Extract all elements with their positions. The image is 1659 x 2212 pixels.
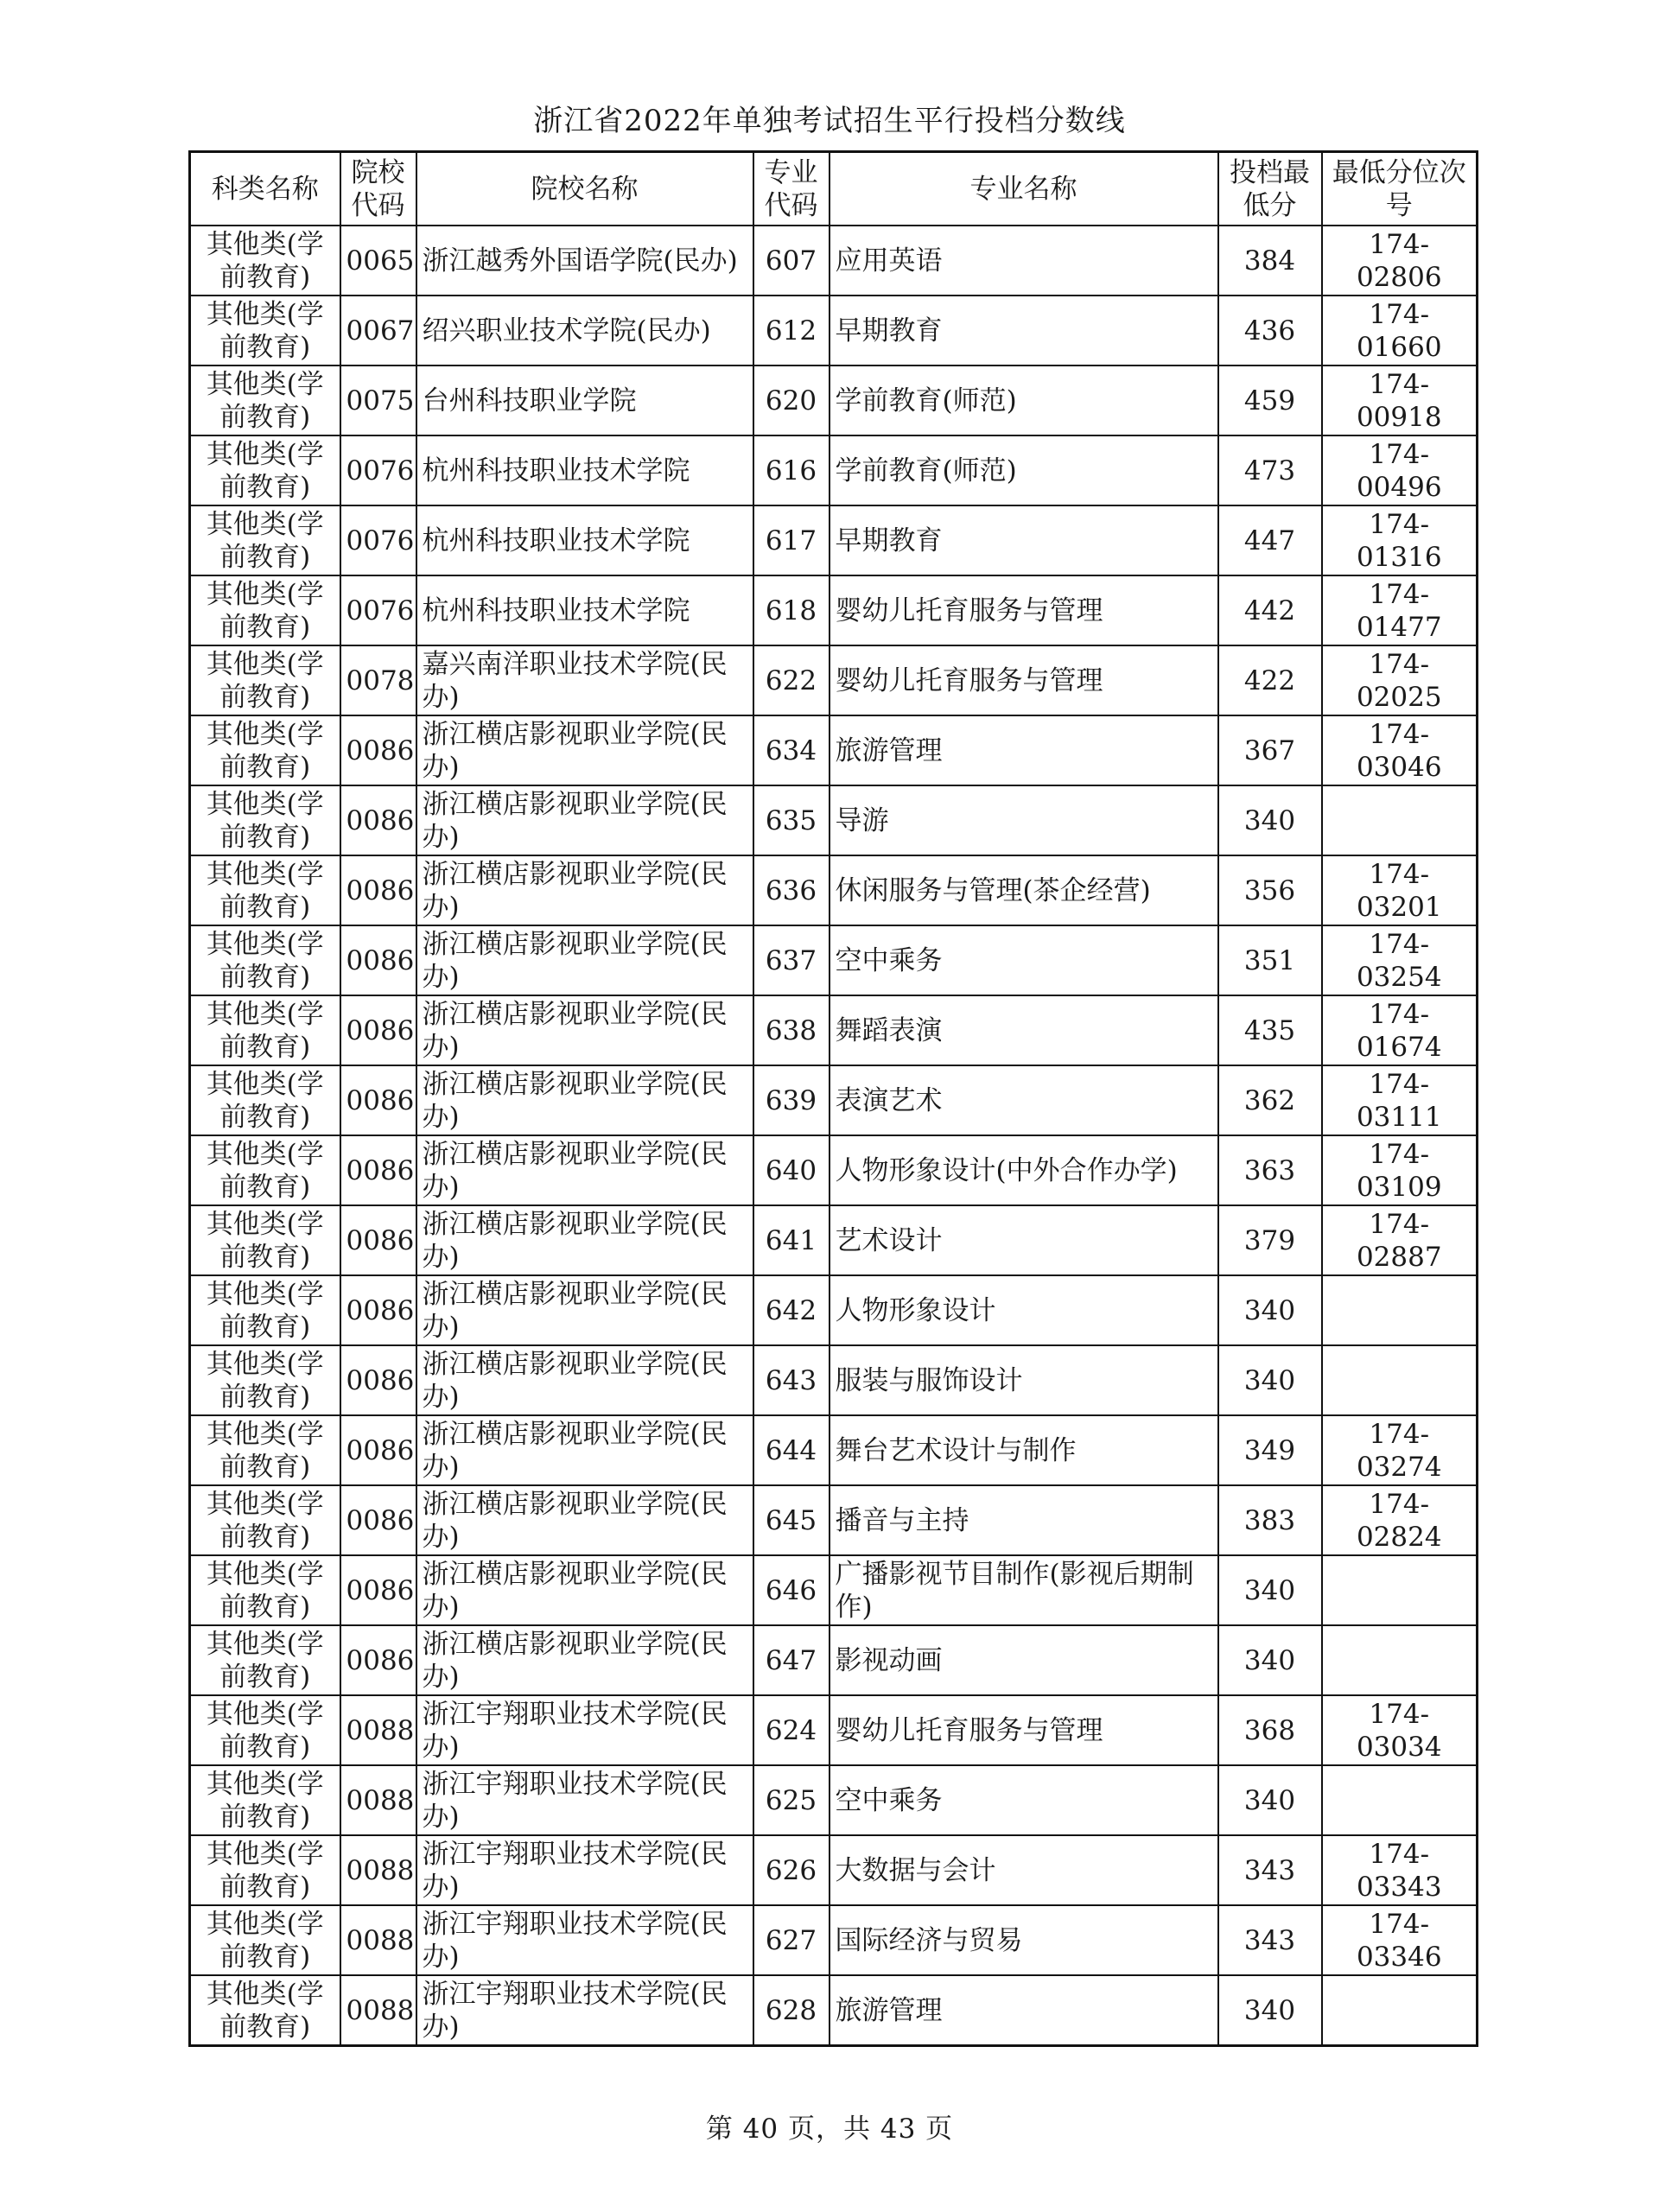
cell-major-name: 播音与主持 [830, 1485, 1218, 1555]
cell-school-name: 浙江宇翔职业技术学院(民办) [416, 1905, 753, 1975]
cell-school-code: 0086 [340, 1345, 416, 1415]
cell-school-name: 浙江横店影视职业学院(民办) [416, 1345, 753, 1415]
table-row [190, 575, 1478, 645]
cell-school-code: 0076 [340, 575, 416, 645]
col-header-school-name: 院校名称 [416, 152, 753, 226]
cell-major-code: 641 [753, 1205, 830, 1275]
cell-major-name: 表演艺术 [830, 1065, 1218, 1135]
cell-category: 其他类(学前教育) [190, 785, 340, 855]
cell-category: 其他类(学前教育) [190, 1835, 340, 1905]
cell-major-name: 服装与服饰设计 [830, 1345, 1218, 1415]
cell-min-score: 340 [1218, 1625, 1322, 1695]
cell-rank: 174-03274 [1322, 1415, 1478, 1485]
cell-school-name: 嘉兴南洋职业技术学院(民办) [416, 645, 753, 715]
table-row [190, 995, 1478, 1065]
cell-school-code: 0086 [340, 1415, 416, 1485]
cell-major-code: 639 [753, 1065, 830, 1135]
cell-category: 其他类(学前教育) [190, 505, 340, 575]
cell-school-name: 浙江宇翔职业技术学院(民办) [416, 1695, 753, 1765]
cell-school-code: 0078 [340, 645, 416, 715]
cell-major-name: 早期教育 [830, 296, 1218, 365]
table-row [190, 645, 1478, 715]
cell-school-name: 浙江横店影视职业学院(民办) [416, 1205, 753, 1275]
cell-min-score: 379 [1218, 1205, 1322, 1275]
cell-school-name: 杭州科技职业技术学院 [416, 575, 753, 645]
cell-major-code: 646 [753, 1555, 830, 1625]
cell-rank: 174-01660 [1322, 296, 1478, 365]
cell-school-code: 0088 [340, 1975, 416, 2046]
cell-min-score: 367 [1218, 715, 1322, 785]
table-row [190, 1905, 1478, 1975]
cell-major-name: 学前教育(师范) [830, 365, 1218, 435]
cell-major-name: 旅游管理 [830, 1975, 1218, 2046]
cell-school-name: 浙江横店影视职业学院(民办) [416, 1135, 753, 1205]
cell-major-code: 634 [753, 715, 830, 785]
cell-min-score: 340 [1218, 1975, 1322, 2046]
cell-school-code: 0086 [340, 715, 416, 785]
cell-category: 其他类(学前教育) [190, 925, 340, 995]
cell-school-name: 浙江宇翔职业技术学院(民办) [416, 1765, 753, 1835]
table-row [190, 1485, 1478, 1555]
cell-major-code: 617 [753, 505, 830, 575]
cell-major-code: 612 [753, 296, 830, 365]
cell-min-score: 340 [1218, 1275, 1322, 1345]
cell-school-name: 杭州科技职业技术学院 [416, 435, 753, 505]
cell-category: 其他类(学前教育) [190, 645, 340, 715]
cell-major-name: 婴幼儿托育服务与管理 [830, 645, 1218, 715]
cell-school-code: 0088 [340, 1835, 416, 1905]
cell-rank: 174-02887 [1322, 1205, 1478, 1275]
cell-min-score: 351 [1218, 925, 1322, 995]
table-row [190, 785, 1478, 855]
cell-school-code: 0088 [340, 1765, 416, 1835]
cell-min-score: 340 [1218, 1555, 1322, 1625]
cell-school-code: 0086 [340, 1485, 416, 1555]
cell-category: 其他类(学前教育) [190, 1555, 340, 1625]
cell-major-code: 637 [753, 925, 830, 995]
cell-major-name: 学前教育(师范) [830, 435, 1218, 505]
cell-min-score: 383 [1218, 1485, 1322, 1555]
cell-major-name: 婴幼儿托育服务与管理 [830, 575, 1218, 645]
cell-school-name: 浙江横店影视职业学院(民办) [416, 995, 753, 1065]
cell-rank: 174-01674 [1322, 995, 1478, 1065]
cell-min-score: 384 [1218, 226, 1322, 296]
cell-category: 其他类(学前教育) [190, 715, 340, 785]
table-row [190, 1275, 1478, 1345]
cell-major-code: 642 [753, 1275, 830, 1345]
cell-major-name: 空中乘务 [830, 925, 1218, 995]
cell-min-score: 422 [1218, 645, 1322, 715]
cell-category: 其他类(学前教育) [190, 1275, 340, 1345]
cell-rank: 174-03343 [1322, 1835, 1478, 1905]
page-title: 浙江省2022年单独考试招生平行投档分数线 [533, 104, 1126, 138]
col-header-major-name: 专业名称 [830, 152, 1218, 226]
col-header-category: 科类名称 [190, 152, 340, 226]
table-row [190, 435, 1478, 505]
cell-school-name: 台州科技职业学院 [416, 365, 753, 435]
cell-school-name: 浙江横店影视职业学院(民办) [416, 1555, 753, 1625]
cell-min-score: 368 [1218, 1695, 1322, 1765]
cell-major-name: 旅游管理 [830, 715, 1218, 785]
cell-category: 其他类(学前教育) [190, 296, 340, 365]
cell-rank: 174-03046 [1322, 715, 1478, 785]
cell-school-code: 0075 [340, 365, 416, 435]
cell-major-code: 645 [753, 1485, 830, 1555]
table-row [190, 1415, 1478, 1485]
cell-major-code: 638 [753, 995, 830, 1065]
cell-min-score: 340 [1218, 1345, 1322, 1415]
cell-major-name: 早期教育 [830, 505, 1218, 575]
cell-rank [1322, 1555, 1478, 1625]
cell-min-score: 349 [1218, 1415, 1322, 1485]
cell-school-name: 浙江横店影视职业学院(民办) [416, 785, 753, 855]
cell-school-name: 浙江宇翔职业技术学院(民办) [416, 1975, 753, 2046]
cell-rank [1322, 1765, 1478, 1835]
cell-school-name: 杭州科技职业技术学院 [416, 505, 753, 575]
cell-school-code: 0086 [340, 1275, 416, 1345]
cell-school-name: 浙江越秀外国语学院(民办) [416, 226, 753, 296]
table-row [190, 1555, 1478, 1625]
cell-rank: 174-01477 [1322, 575, 1478, 645]
table-row [190, 505, 1478, 575]
cell-major-code: 626 [753, 1835, 830, 1905]
cell-rank [1322, 1625, 1478, 1695]
cell-major-name: 导游 [830, 785, 1218, 855]
cell-min-score: 442 [1218, 575, 1322, 645]
cell-category: 其他类(学前教育) [190, 1415, 340, 1485]
cell-school-code: 0065 [340, 226, 416, 296]
table-row [190, 855, 1478, 925]
cell-school-code: 0088 [340, 1905, 416, 1975]
cell-category: 其他类(学前教育) [190, 1975, 340, 2046]
cell-rank: 174-00918 [1322, 365, 1478, 435]
cell-category: 其他类(学前教育) [190, 365, 340, 435]
cell-school-name: 浙江横店影视职业学院(民办) [416, 1485, 753, 1555]
cell-major-name: 国际经济与贸易 [830, 1905, 1218, 1975]
cell-major-code: 640 [753, 1135, 830, 1205]
cell-major-code: 616 [753, 435, 830, 505]
cell-min-score: 343 [1218, 1905, 1322, 1975]
cell-rank: 174-00496 [1322, 435, 1478, 505]
table-row [190, 1205, 1478, 1275]
cell-rank [1322, 1275, 1478, 1345]
cell-category: 其他类(学前教育) [190, 1625, 340, 1695]
cell-major-code: 618 [753, 575, 830, 645]
cell-min-score: 363 [1218, 1135, 1322, 1205]
cell-school-name: 浙江横店影视职业学院(民办) [416, 855, 753, 925]
cell-major-name: 空中乘务 [830, 1765, 1218, 1835]
cell-rank: 174-02824 [1322, 1485, 1478, 1555]
cell-min-score: 362 [1218, 1065, 1322, 1135]
cell-major-name: 广播影视节目制作(影视后期制作) [830, 1555, 1218, 1625]
cell-school-name: 浙江横店影视职业学院(民办) [416, 715, 753, 785]
cell-min-score: 340 [1218, 1765, 1322, 1835]
cell-rank: 174-03254 [1322, 925, 1478, 995]
cell-school-name: 浙江横店影视职业学院(民办) [416, 1275, 753, 1345]
cell-category: 其他类(学前教育) [190, 1695, 340, 1765]
cell-min-score: 356 [1218, 855, 1322, 925]
table-row [190, 1695, 1478, 1765]
cell-min-score: 340 [1218, 785, 1322, 855]
table-row [190, 1625, 1478, 1695]
cell-school-code: 0086 [340, 1205, 416, 1275]
table-row [190, 1975, 1478, 2046]
cell-school-code: 0086 [340, 1065, 416, 1135]
cell-min-score: 459 [1218, 365, 1322, 435]
table-row [190, 715, 1478, 785]
cell-school-code: 0086 [340, 785, 416, 855]
col-header-rank: 最低分位次号 [1322, 152, 1478, 226]
cell-category: 其他类(学前教育) [190, 1065, 340, 1135]
cell-major-code: 636 [753, 855, 830, 925]
cell-major-name: 影视动画 [830, 1625, 1218, 1695]
cell-category: 其他类(学前教育) [190, 995, 340, 1065]
cell-school-code: 0086 [340, 1555, 416, 1625]
cell-rank [1322, 1975, 1478, 2046]
cell-major-code: 628 [753, 1975, 830, 2046]
cell-category: 其他类(学前教育) [190, 575, 340, 645]
cell-rank [1322, 1345, 1478, 1415]
cell-school-code: 0086 [340, 995, 416, 1065]
cell-rank: 174-03346 [1322, 1905, 1478, 1975]
table-row [190, 226, 1478, 296]
cell-major-code: 607 [753, 226, 830, 296]
cell-rank: 174-02806 [1322, 226, 1478, 296]
cell-major-code: 647 [753, 1625, 830, 1695]
cell-major-code: 627 [753, 1905, 830, 1975]
col-header-school-code: 院校代码 [340, 152, 416, 226]
cell-min-score: 436 [1218, 296, 1322, 365]
cell-min-score: 473 [1218, 435, 1322, 505]
cell-school-name: 浙江横店影视职业学院(民办) [416, 925, 753, 995]
col-header-major-code: 专业代码 [753, 152, 830, 226]
cell-rank: 174-01316 [1322, 505, 1478, 575]
table-row [190, 1065, 1478, 1135]
cell-major-code: 644 [753, 1415, 830, 1485]
cell-category: 其他类(学前教育) [190, 1205, 340, 1275]
cell-major-name: 人物形象设计(中外合作办学) [830, 1135, 1218, 1205]
cell-major-name: 婴幼儿托育服务与管理 [830, 1695, 1218, 1765]
table-row [190, 365, 1478, 435]
cell-school-code: 0076 [340, 435, 416, 505]
cell-rank: 174-03109 [1322, 1135, 1478, 1205]
cell-major-name: 舞台艺术设计与制作 [830, 1415, 1218, 1485]
cell-rank: 174-02025 [1322, 645, 1478, 715]
cell-school-name: 浙江横店影视职业学院(民办) [416, 1415, 753, 1485]
cell-min-score: 447 [1218, 505, 1322, 575]
cell-major-code: 635 [753, 785, 830, 855]
cell-school-name: 绍兴职业技术学院(民办) [416, 296, 753, 365]
table-row [190, 296, 1478, 365]
page-footer: 第 40 页，共 43 页 [705, 2113, 954, 2145]
cell-school-code: 0088 [340, 1695, 416, 1765]
cell-major-code: 622 [753, 645, 830, 715]
col-header-min-score: 投档最低分 [1218, 152, 1322, 226]
cell-major-code: 643 [753, 1345, 830, 1415]
table-row [190, 1765, 1478, 1835]
cell-rank: 174-03111 [1322, 1065, 1478, 1135]
cell-category: 其他类(学前教育) [190, 1765, 340, 1835]
cell-min-score: 435 [1218, 995, 1322, 1065]
score-table [188, 150, 1478, 2047]
cell-school-code: 0086 [340, 1625, 416, 1695]
cell-major-code: 620 [753, 365, 830, 435]
table-row [190, 1135, 1478, 1205]
cell-category: 其他类(学前教育) [190, 226, 340, 296]
table-row [190, 1345, 1478, 1415]
cell-category: 其他类(学前教育) [190, 1345, 340, 1415]
cell-category: 其他类(学前教育) [190, 1135, 340, 1205]
cell-school-code: 0086 [340, 925, 416, 995]
cell-school-code: 0067 [340, 296, 416, 365]
cell-major-name: 应用英语 [830, 226, 1218, 296]
cell-rank [1322, 785, 1478, 855]
cell-school-name: 浙江宇翔职业技术学院(民办) [416, 1835, 753, 1905]
table-row [190, 1835, 1478, 1905]
cell-rank: 174-03034 [1322, 1695, 1478, 1765]
cell-min-score: 343 [1218, 1835, 1322, 1905]
cell-rank: 174-03201 [1322, 855, 1478, 925]
cell-category: 其他类(学前教育) [190, 1905, 340, 1975]
table-header-row [190, 152, 1478, 226]
cell-school-name: 浙江横店影视职业学院(民办) [416, 1625, 753, 1695]
cell-major-name: 舞蹈表演 [830, 995, 1218, 1065]
cell-major-name: 人物形象设计 [830, 1275, 1218, 1345]
cell-category: 其他类(学前教育) [190, 1485, 340, 1555]
cell-major-code: 624 [753, 1695, 830, 1765]
cell-category: 其他类(学前教育) [190, 855, 340, 925]
cell-major-name: 大数据与会计 [830, 1835, 1218, 1905]
cell-major-name: 休闲服务与管理(茶企经营) [830, 855, 1218, 925]
cell-school-code: 0086 [340, 855, 416, 925]
cell-school-code: 0076 [340, 505, 416, 575]
cell-category: 其他类(学前教育) [190, 435, 340, 505]
table-row [190, 925, 1478, 995]
cell-school-name: 浙江横店影视职业学院(民办) [416, 1065, 753, 1135]
cell-school-code: 0086 [340, 1135, 416, 1205]
cell-major-name: 艺术设计 [830, 1205, 1218, 1275]
cell-major-code: 625 [753, 1765, 830, 1835]
